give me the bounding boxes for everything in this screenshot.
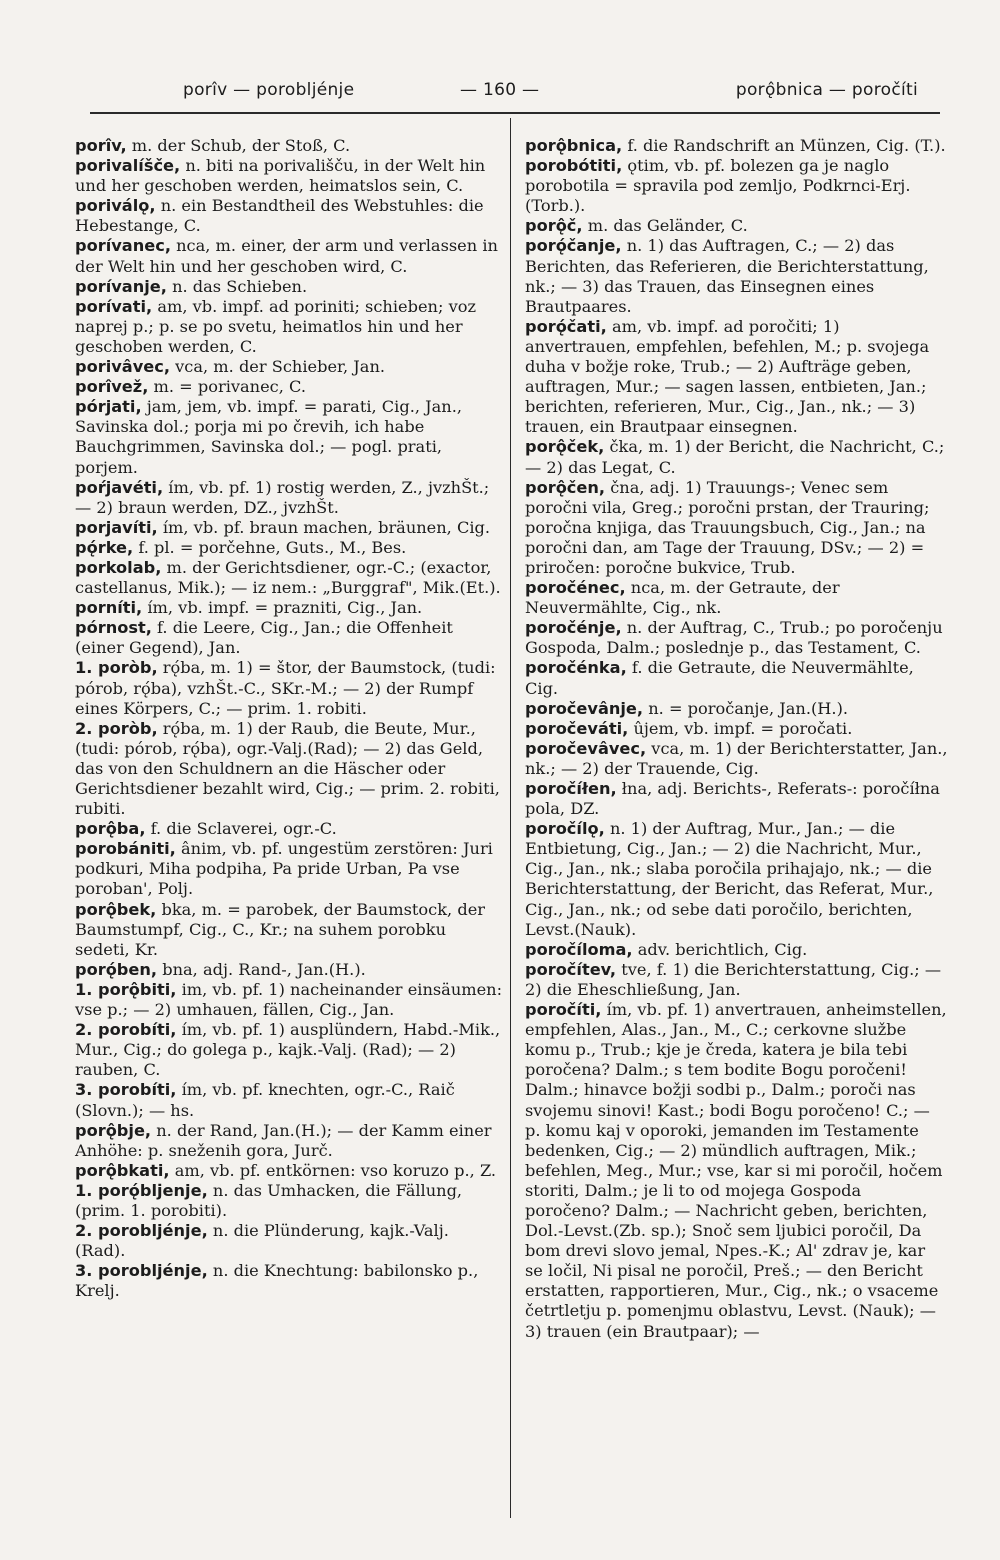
dictionary-entry (75, 839, 503, 899)
entry-headword: 2. porobíti, (75, 1020, 177, 1040)
entry-definition: n. der Auftrag, C., Trub.; po poročenju Gospoda, Dalm.; poslednje p., das Testament, C. (525, 618, 943, 658)
dictionary-entry (75, 618, 503, 658)
page-header (95, 76, 938, 110)
entry-definition: rǫ́ba, m. 1) = štor, der Baumstock, (tudi: pórob, rǫ́ba), vzhŠt.-C., SKr.-M.; — 2) der Rumpf eines Körpers, C.; — prim. 1. robiti. (75, 658, 496, 718)
entry-headword: porǫ̂čen, (525, 477, 606, 497)
dictionary-entry (75, 1261, 503, 1301)
entry-headword: poročénje, (525, 618, 622, 638)
entry-definition: čna, adj. 1) Trauungs-; Venec sem poročni vila, Greg.; poročni prstan, der Trauring; poročna knjiga, das Trauungsbuch, Cig., Jan.; na poročni dan, am Tage der Trauung, DSv.; — 2) = priročen: poročne bukvice, Trub. (525, 477, 930, 577)
entry-headword: porǫ̂ček, (525, 437, 605, 457)
entry-definition: f. pl. = porčehne, Guts., M., Bes. (138, 537, 407, 557)
dictionary-entry (75, 900, 503, 960)
entry-headword: porkolab, (75, 557, 162, 577)
entry-definition: ím, vb. pf. 1) anvertrauen, anheimstellen, empfehlen, Alas., Jan., M., C.; cerkovne službe komu p., Trub.; kje je čreda, katera je bila tebi poročena? Dalm.; s tem bodite Bogu poročeni! Dalm.; hinavce božji sodbi p., Dalm.; poroči nas svojemu sinovi! Kast.; bodi Bogu poročeno! C.; — p. komu kaj v oporoki, jemanden im Testamente bedenken, Cig.; — 2) mündlich auftragen, Mik.; befehlen, Meg., Mur.; vse, kar si mi poročil, hočem storiti, Dalm.; je li to od mojega Gospoda poročeno? Dalm.; — Nachricht geben, berichten, Dol.-Levst.(Zb. sp.); Snoč sem ljubici poročil, Da bom drevi slovo jemal, Npes.-K.; Al' zdrav je, kar se ločil, Ni pisal ne poročil, Preš.; — den Bericht erstatten, rapportieren, Mur., Cig., nk.; o vsaceme četrtletju p. pomenjmu oblastvu, Levst. (Nauk); — 3) trauen (ein Brautpaar); — (525, 1000, 947, 1341)
entry-definition: ím, vb. pf. 1) rostig werden, Z., jvzhŠt.; — 2) braun werden, DZ., jvzhŠt. (75, 477, 490, 517)
entry-headword: porobániti, (75, 839, 176, 859)
dictionary-entry (75, 377, 503, 397)
dictionary-entry (525, 1000, 948, 1342)
entry-definition: am, vb. pf. entkörnen: vso koruzo p., Z. (174, 1160, 497, 1180)
dictionary-entry (525, 819, 948, 940)
entry-definition: f. die Getraute, die Neuvermählte, Cig. (525, 658, 914, 698)
dictionary-entry (525, 478, 948, 578)
dictionary-entry (75, 478, 503, 518)
entry-definition: m. = porivanec, C. (153, 377, 306, 397)
dictionary-entry (525, 658, 948, 698)
entry-headword: 1. porǫ̂biti, (75, 979, 177, 999)
dictionary-entry (525, 699, 948, 719)
dictionary-entry (75, 538, 503, 558)
entry-definition: bna, adj. Rand-, Jan.(H.). (162, 959, 366, 979)
column-divider (510, 118, 511, 1518)
entry-headword: porǫ̂bek, (75, 899, 157, 919)
entry-definition: n. der Rand, Jan.(H.); — der Kamm einer Anhöhe: p. sneženih gora, Jurč. (75, 1120, 492, 1160)
dictionary-entry (75, 598, 503, 618)
dictionary-entry (75, 1181, 503, 1221)
entry-definition: m. der Gerichtsdiener, ogr.-C.; (exactor, castellanus, Mik.); — iz nem.: „Burggraf", Mik.(Et.). (75, 557, 501, 598)
dictionary-entry (525, 779, 948, 819)
entry-headword: porîvež, (75, 377, 149, 397)
entry-headword: porjavíti, (75, 517, 158, 537)
entry-definition: am, vb. impf. ad poriniti; schieben; voz naprej p.; p. se po svetu, heimatlos hin und her geschoben werden, C. (75, 296, 477, 356)
dictionary-entry (525, 136, 948, 156)
entry-definition: n. 1) der Auftrag, Mur., Jan.; — die Entbietung, Cig., Jan.; — 2) die Nachricht, Mur., Cig., Jan., nk.; slaba poročila prihajajo, nk.; — die Berichterstattung, der Bericht, das Referat, Mur., Cig., Jan., nk.; od sebe dati poročilo, berichten, Levst.(Nauk). (525, 819, 934, 939)
entry-definition: f. die Randschrift an Münzen, Cig. (T.). (627, 136, 946, 155)
dictionary-entry (75, 196, 503, 236)
entry-headword: porǫ̂bnica, (525, 136, 623, 155)
entry-headword: pórnost, (75, 618, 152, 638)
entry-definition: n. biti na porivališču, in der Welt hin und her geschoben werden, heimatslos sein, C. (75, 156, 486, 196)
entry-headword: porǫ̂č, (525, 216, 583, 236)
entry-headword: porívanec, (75, 236, 171, 256)
dictionary-entry (525, 719, 948, 739)
dictionary-entry (75, 136, 503, 156)
entry-definition: ím, vb. pf. braun machen, bräunen, Cig. (162, 517, 491, 537)
entry-headword: 3. porobíti, (75, 1080, 177, 1100)
entry-headword: poročevânje, (525, 698, 644, 718)
entry-headword: porívanje, (75, 276, 167, 296)
entry-definition: am, vb. impf. ad poročiti; 1) anvertrauen, empfehlen, befehlen, M.; p. svojega duha v božje roke, Trub.; — 2) Aufträge geben, auftragen, Mur.; — sagen lassen, entbieten, Jan.; berichten, referieren, Mur., Cig., Jan., nk.; — 3) trauen, ein Brautpaar einsegnen. (525, 316, 930, 437)
entry-headword: poročénka, (525, 658, 627, 678)
entry-definition: ím, vb. impf. = prazniti, Cig., Jan. (147, 598, 423, 618)
entry-definition: ânim, vb. pf. ungestüm zerstören: Juri podkuri, Miha podpiha, Pa pride Urban, Pa vse poroban', Polj. (75, 839, 493, 899)
dictionary-entry (75, 658, 503, 718)
dictionary-entry (525, 739, 948, 779)
entry-definition: n. das Umhacken, die Fällung, (prim. 1. porobiti). (75, 1180, 463, 1220)
entry-definition: m. das Geländer, C. (587, 216, 748, 236)
dictionary-entry (75, 297, 503, 357)
entry-definition: n. = poročanje, Jan.(H.). (648, 698, 849, 718)
entry-definition: im, vb. pf. 1) nacheinander einsäumen: vse p.; — 2) umhauen, fällen, Cig., Jan. (75, 979, 503, 1020)
dictionary-entry (75, 156, 503, 196)
header-right-guide: porǫ̂bnica — poročíti (735, 80, 918, 100)
entry-headword: pǫ́rke, (75, 537, 134, 557)
entry-definition: nca, m. der Getraute, der Neuvermählte, Cig., nk. (525, 578, 840, 618)
dictionary-entry (75, 277, 503, 297)
entry-definition: čka, m. 1) der Bericht, die Nachricht, C.; — 2) das Legat, C. (525, 437, 945, 477)
right-column (525, 136, 948, 1342)
entry-headword: porǫ́čati, (525, 316, 607, 336)
entry-headword: 1. poròb, (75, 658, 158, 678)
header-left-guide: porîv — poroblјénje (183, 80, 355, 100)
entry-definition: bka, m. = parobek, der Baumstock, der Baumstumpf, Cig., C., Kr.; na suhem porobku sedeti, Kr. (75, 899, 486, 959)
dictionary-entry (525, 156, 948, 216)
entry-definition: f. die Leere, Cig., Jan.; die Offenheit (einer Gegend), Jan. (75, 618, 453, 658)
dictionary-entry (75, 1121, 503, 1161)
entry-headword: pórjati, (75, 397, 142, 417)
entry-definition: f. die Sclaverei, ogr.-C. (150, 819, 337, 839)
entry-definition: m. der Schub, der Stoß, C. (131, 136, 351, 155)
dictionary-entry (525, 578, 948, 618)
entry-headword: porivâvec, (75, 357, 170, 377)
entry-headword: poročíti, (525, 1000, 602, 1020)
entry-headword: porǫ̂bkati, (75, 1160, 170, 1180)
entry-definition: rǫ́ba, m. 1) der Raub, die Beute, Mur., (tudi: pórob, rǫ́ba), ogr.-Valj.(Rad); — 2) das Geld, das von den Schuldnern an die Häscher oder Gerichtsdiener bezahlt wird, Cig.; — prim. 2. robiti, rubiti. (75, 718, 500, 819)
entry-headword: poriválǫ, (75, 196, 156, 216)
entry-definition: n. ein Bestandtheil des Webstuhles: die Hebestange, C. (75, 196, 484, 236)
dictionary-entry (525, 437, 948, 477)
entry-definition: ím, vb. pf. 1) ausplündern, Habd.-Mik., Mur., Cig.; do golega p., kajk.-Valj. (Rad); — 2) rauben, C. (75, 1020, 501, 1080)
entry-headword: poročevâvec, (525, 738, 647, 758)
dictionary-entry (75, 236, 503, 276)
entry-headword: porǫ́čanje, (525, 236, 622, 256)
header-rule (90, 112, 940, 114)
entry-definition: n. das Schieben. (172, 276, 308, 296)
dictionary-entry (75, 1221, 503, 1261)
entry-definition: ím, vb. pf. knechten, ogr.-C., Raič (Slovn.); — hs. (75, 1080, 455, 1120)
dictionary-entry (75, 1080, 503, 1120)
entry-definition: n. die Plünderung, kajk.-Valj. (Rad). (75, 1221, 449, 1261)
entry-headword: porǫ́ben, (75, 959, 158, 979)
entry-headword: poročítev, (525, 959, 617, 979)
entry-headword: porívati, (75, 296, 153, 316)
dictionary-entry (525, 317, 948, 438)
entry-definition: ûjem, vb. impf. = poročati. (633, 718, 853, 738)
entry-definition: n. die Knechtung: babilonsko p., Krelj. (75, 1261, 479, 1301)
entry-definition: vca, m. der Schieber, Jan. (175, 357, 386, 377)
dictionary-entry (75, 960, 503, 980)
entry-definition: jam, jem, vb. impf. = parati, Cig., Jan., Savinska dol.; porja mi po črevih, ich habe Bauchgrimmen, Savinska dol.; — pogl. prati, porjem. (75, 397, 463, 477)
entry-headword: porobótiti, (525, 156, 623, 176)
entry-headword: porîv, (75, 136, 127, 155)
entry-definition: łna, adj. Berichts-, Referats-: poročíłna pola, DZ. (525, 779, 940, 819)
dictionary-entry (75, 518, 503, 538)
entry-headword: porǫ̂bje, (75, 1120, 152, 1140)
entry-headword: poročíłen, (525, 779, 617, 798)
entry-definition: tve, f. 1) die Berichterstattung, Cig.; — 2) die Eheschließung, Jan. (525, 959, 942, 999)
dictionary-entry (75, 719, 503, 819)
dictionary-entry (525, 216, 948, 236)
entry-definition: adv. berichtlich, Cig. (637, 939, 808, 959)
dictionary-entry (525, 960, 948, 1000)
entry-headword: 2. poròb, (75, 718, 158, 738)
entry-headword: porníti, (75, 598, 143, 618)
entry-definition: n. 1) das Auftragen, C.; — 2) das Berichten, das Referieren, die Berichterstattung, nk.; — 3) das Trauen, das Einsegnen eines Brautpaares. (525, 236, 929, 316)
entry-headword: poročíloma, (525, 939, 633, 959)
left-column (75, 136, 503, 1301)
entry-headword: poročílǫ, (525, 819, 605, 839)
dictionary-entry (75, 980, 503, 1020)
entry-headword: 3. porobljénje, (75, 1261, 208, 1281)
entry-headword: poročénec, (525, 578, 626, 598)
entry-headword: poŕjavéti, (75, 477, 164, 497)
dictionary-entry (525, 940, 948, 960)
entry-definition: vca, m. 1) der Berichterstatter, Jan., nk.; — 2) der Trauende, Cig. (525, 738, 948, 778)
dictionary-entry (75, 357, 503, 377)
page-number: — 160 — (460, 80, 540, 100)
dictionary-entry (75, 1020, 503, 1080)
dictionary-entry (75, 1161, 503, 1181)
entry-definition: nca, m. einer, der arm und verlassen in der Welt hin und her geschoben wird, C. (75, 236, 498, 276)
entry-headword: poročeváti, (525, 718, 629, 738)
entry-headword: 1. porǫ́blјenje, (75, 1180, 208, 1200)
dictionary-entry (525, 618, 948, 658)
entry-headword: 2. porobljénje, (75, 1221, 208, 1241)
entry-headword: porivalíšče, (75, 156, 181, 176)
dictionary-entry (525, 236, 948, 316)
dictionary-entry (75, 397, 503, 477)
dictionary-entry (75, 558, 503, 598)
dictionary-entry (75, 819, 503, 839)
entry-definition: ǫtim, vb. pf. bolezen ga je naglo porobotila = spravila pod zemljo, Podkrnci-Erj.(Torb.). (525, 156, 911, 216)
entry-headword: porǫ̂ba, (75, 819, 146, 839)
